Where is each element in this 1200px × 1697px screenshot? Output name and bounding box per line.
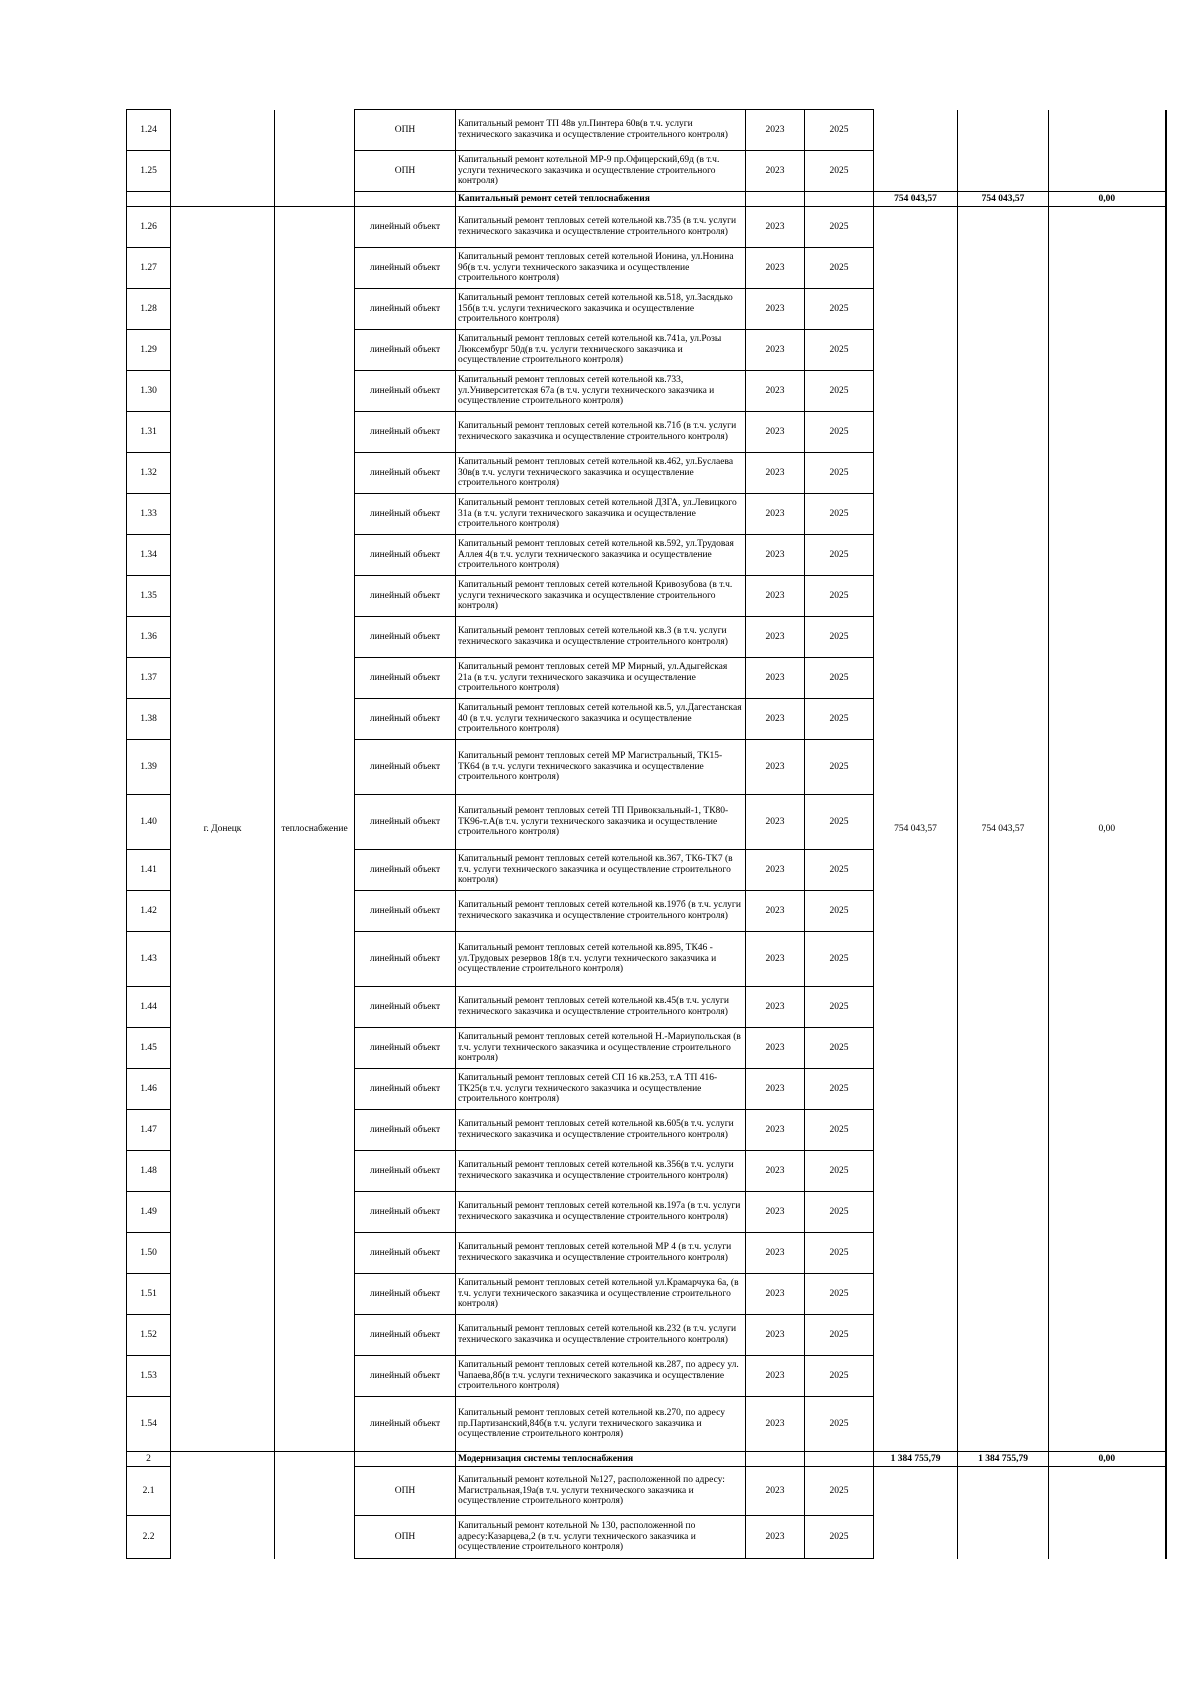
merged-amount-2: 754 043,57	[958, 207, 1049, 1452]
amount-cell-empty	[1049, 1467, 1166, 1516]
end-year-cell: 2025	[805, 371, 874, 412]
end-year-cell: 2025	[805, 207, 874, 248]
city-cell-empty	[171, 1452, 275, 1467]
object-type-cell: линейный объект	[355, 248, 456, 289]
row-number: 1.52	[127, 1315, 171, 1356]
end-year-cell: 2025	[805, 1151, 874, 1192]
amount-cell-empty	[958, 151, 1049, 192]
object-type-cell: линейный объект	[355, 1028, 456, 1069]
merged-amount-3: 0,00	[1049, 207, 1166, 1452]
row-number: 1.37	[127, 658, 171, 699]
row-number: 2.1	[127, 1467, 171, 1516]
amount-cell-empty	[874, 151, 958, 192]
object-type-cell: линейный объект	[355, 1356, 456, 1397]
object-type-cell: линейный объект	[355, 576, 456, 617]
end-year-cell: 2025	[805, 1356, 874, 1397]
row-number: 1.46	[127, 1069, 171, 1110]
object-name-cell: Капитальный ремонт тепловых сетей котельной кв.592, ул.Трудовая Аллея 4(в т.ч. услуги технического заказчика и осуществление строительного контроля)	[456, 535, 746, 576]
row-number: 1.40	[127, 795, 171, 850]
object-name-cell: Капитальный ремонт тепловых сетей СП 16 кв.253, т.А ТП 416-ТК25(в т.ч. услуги технического заказчика и осуществление строительного контроля)	[456, 1069, 746, 1110]
object-name-cell: Капитальный ремонт котельной № 130, расположенной по адресу:Казарцева,2 (в т.ч. услуги технического заказчика и осуществление строительного контроля)	[456, 1516, 746, 1559]
amount-cell-empty	[1049, 110, 1166, 151]
object-type-cell: линейный объект	[355, 1315, 456, 1356]
end-year-cell: 2025	[805, 740, 874, 795]
start-year-cell: 2023	[746, 151, 805, 192]
table-row	[127, 1467, 1166, 1516]
row-number: 1.39	[127, 740, 171, 795]
end-year-cell: 2025	[805, 658, 874, 699]
end-year-cell: 2025	[805, 850, 874, 891]
row-number: 1.26	[127, 207, 171, 248]
start-year-cell: 2023	[746, 932, 805, 987]
start-year-cell: 2023	[746, 494, 805, 535]
object-type-cell: линейный объект	[355, 1069, 456, 1110]
start-year-cell: 2023	[746, 740, 805, 795]
end-year-cell: 2025	[805, 1397, 874, 1452]
end-year-cell: 2025	[805, 535, 874, 576]
row-number: 1.27	[127, 248, 171, 289]
end-year-cell: 2025	[805, 1192, 874, 1233]
end-year-cell: 2025	[805, 151, 874, 192]
end-year-cell: 2025	[805, 110, 874, 151]
start-year-cell: 2023	[746, 617, 805, 658]
row-number: 1.50	[127, 1233, 171, 1274]
object-type-cell: линейный объект	[355, 987, 456, 1028]
object-name-cell: Капитальный ремонт тепловых сетей котельной кв.462, ул.Буслаева 30в(в т.ч. услуги технического заказчика и осуществление строительного контроля)	[456, 453, 746, 494]
row-number: 1.43	[127, 932, 171, 987]
row-number: 1.24	[127, 110, 171, 151]
object-type-cell: линейный объект	[355, 699, 456, 740]
amount-cell-empty	[958, 1516, 1049, 1559]
category-cell-empty	[275, 151, 355, 192]
object-type-cell: линейный объект	[355, 494, 456, 535]
object-type-cell	[355, 1452, 456, 1467]
start-year-cell: 2023	[746, 850, 805, 891]
end-year-cell: 2025	[805, 699, 874, 740]
object-name-cell: Капитальный ремонт тепловых сетей котельной кв.733, ул.Университетская 67а (в т.ч. услуги технического заказчика и осуществление строительного контроля)	[456, 371, 746, 412]
object-type-cell: линейный объект	[355, 891, 456, 932]
table-row	[127, 110, 1166, 151]
section-title: Модернизация системы теплоснабжения	[456, 1452, 746, 1467]
end-year-cell: 2025	[805, 289, 874, 330]
start-year-cell: 2023	[746, 1069, 805, 1110]
start-year-cell: 2023	[746, 289, 805, 330]
start-year-cell: 2023	[746, 207, 805, 248]
object-name-cell: Капитальный ремонт тепловых сетей котельной кв.45(в т.ч. услуги технического заказчика и осуществление строительного контроля)	[456, 987, 746, 1028]
row-number: 2.2	[127, 1516, 171, 1559]
section-total-3: 0,00	[1049, 192, 1166, 207]
object-type-cell: ОПН	[355, 110, 456, 151]
end-year-cell: 2025	[805, 1315, 874, 1356]
row-number: 1.25	[127, 151, 171, 192]
object-type-cell: линейный объект	[355, 1192, 456, 1233]
end-year-cell: 2025	[805, 494, 874, 535]
object-type-cell: линейный объект	[355, 535, 456, 576]
city-cell-empty	[171, 110, 275, 151]
row-number: 1.32	[127, 453, 171, 494]
object-type-cell	[355, 192, 456, 207]
row-number: 1.45	[127, 1028, 171, 1069]
table-row	[127, 207, 1166, 248]
object-type-cell: линейный объект	[355, 412, 456, 453]
object-name-cell: Капитальный ремонт тепловых сетей котельной кв.197а (в т.ч. услуги технического заказчика и осуществление строительного контроля)	[456, 1192, 746, 1233]
end-year-cell	[805, 1452, 874, 1467]
start-year-cell: 2023	[746, 891, 805, 932]
start-year-cell: 2023	[746, 110, 805, 151]
end-year-cell: 2025	[805, 1069, 874, 1110]
end-year-cell: 2025	[805, 932, 874, 987]
start-year-cell: 2023	[746, 1192, 805, 1233]
row-number: 1.33	[127, 494, 171, 535]
object-type-cell: линейный объект	[355, 932, 456, 987]
start-year-cell: 2023	[746, 1233, 805, 1274]
section-title: Капитальный ремонт сетей теплоснабжения	[456, 192, 746, 207]
row-number: 1.48	[127, 1151, 171, 1192]
object-name-cell: Капитальный ремонт тепловых сетей котельной кв.3 (в т.ч. услуги технического заказчика и осуществление строительного контроля)	[456, 617, 746, 658]
object-name-cell: Капитальный ремонт котельной №127, расположенной по адресу: Магистральная,19а(в т.ч. услуги технического заказчика и осуществление строительного контроля)	[456, 1467, 746, 1516]
object-type-cell: линейный объект	[355, 330, 456, 371]
object-name-cell: Капитальный ремонт тепловых сетей котельной кв.270, по адресу пр.Партизанский,84б(в т.ч. услуги технического заказчика и осуществление строительного контроля)	[456, 1397, 746, 1452]
end-year-cell: 2025	[805, 891, 874, 932]
object-type-cell: линейный объект	[355, 1397, 456, 1452]
row-number: 1.31	[127, 412, 171, 453]
end-year-cell: 2025	[805, 1028, 874, 1069]
object-type-cell: линейный объект	[355, 850, 456, 891]
object-type-cell: линейный объект	[355, 207, 456, 248]
row-number: 1.28	[127, 289, 171, 330]
amount-cell-empty	[874, 1467, 958, 1516]
start-year-cell: 2023	[746, 987, 805, 1028]
category-cell-empty	[275, 1516, 355, 1559]
start-year-cell: 2023	[746, 658, 805, 699]
category-cell-empty	[275, 110, 355, 151]
object-name-cell: Капитальный ремонт тепловых сетей котельной кв.518, ул.Засядько 15б(в т.ч. услуги технического заказчика и осуществление строительного контроля)	[456, 289, 746, 330]
start-year-cell: 2023	[746, 1274, 805, 1315]
category-cell-empty	[275, 1452, 355, 1467]
object-name-cell: Капитальный ремонт тепловых сетей котельной Ионина, ул.Нонина 9б(в т.ч. услуги технического заказчика и осуществление строительного контроля)	[456, 248, 746, 289]
end-year-cell: 2025	[805, 1467, 874, 1516]
city-cell-empty	[171, 1467, 275, 1516]
end-year-cell: 2025	[805, 576, 874, 617]
object-type-cell: линейный объект	[355, 453, 456, 494]
object-type-cell: ОПН	[355, 1467, 456, 1516]
object-name-cell: Капитальный ремонт тепловых сетей МР Магистральный, ТК15-ТК64 (в т.ч. услуги технического заказчика и осуществление строительного контроля)	[456, 740, 746, 795]
city-cell-empty	[171, 1516, 275, 1559]
row-number: 1.35	[127, 576, 171, 617]
row-number: 2	[127, 1452, 171, 1467]
end-year-cell: 2025	[805, 1233, 874, 1274]
section-total-2: 1 384 755,79	[958, 1452, 1049, 1467]
table-row	[127, 1516, 1166, 1559]
amount-cell-empty	[1049, 151, 1166, 192]
row-number: 1.38	[127, 699, 171, 740]
row-number: 1.51	[127, 1274, 171, 1315]
object-type-cell: ОПН	[355, 1516, 456, 1559]
end-year-cell: 2025	[805, 1274, 874, 1315]
object-type-cell: линейный объект	[355, 1110, 456, 1151]
amount-cell-empty	[874, 1516, 958, 1559]
object-name-cell: Капитальный ремонт тепловых сетей ТП Привокзальный-1, ТК80-ТК96-т.А(в т.ч. услуги технического заказчика и осуществление строительного контроля)	[456, 795, 746, 850]
object-name-cell: Капитальный ремонт тепловых сетей котельной кв.287, по адресу ул. Чапаева,8б(в т.ч. услуги технического заказчика и осуществление строительного контроля)	[456, 1356, 746, 1397]
end-year-cell	[805, 192, 874, 207]
end-year-cell: 2025	[805, 248, 874, 289]
section-row	[127, 1452, 1166, 1467]
end-year-cell: 2025	[805, 330, 874, 371]
object-name-cell: Капитальный ремонт тепловых сетей котельной кв.5, ул.Дагестанская 40 (в т.ч. услуги технического заказчика и осуществление строительного контроля)	[456, 699, 746, 740]
row-number: 1.34	[127, 535, 171, 576]
object-name-cell: Капитальный ремонт тепловых сетей котельной кв.605(в т.ч. услуги технического заказчика и осуществление строительного контроля)	[456, 1110, 746, 1151]
start-year-cell: 2023	[746, 1151, 805, 1192]
object-name-cell: Капитальный ремонт тепловых сетей котельной кв.367, ТК6-ТК7 (в т.ч. услуги технического заказчика и осуществление строительного контроля)	[456, 850, 746, 891]
object-type-cell: линейный объект	[355, 617, 456, 658]
start-year-cell: 2023	[746, 1315, 805, 1356]
object-type-cell: линейный объект	[355, 371, 456, 412]
object-type-cell: линейный объект	[355, 658, 456, 699]
object-name-cell: Капитальный ремонт ТП 48в ул.Пинтера 60в(в т.ч. услуги технического заказчика и осуществление строительного контроля)	[456, 110, 746, 151]
start-year-cell: 2023	[746, 1516, 805, 1559]
object-name-cell: Капитальный ремонт тепловых сетей котельной ДЗГА, ул.Левицкого 31а (в т.ч. услуги технического заказчика и осуществление строительного контроля)	[456, 494, 746, 535]
row-number: 1.29	[127, 330, 171, 371]
document-table	[126, 109, 1167, 1559]
section-total-2: 754 043,57	[958, 192, 1049, 207]
start-year-cell: 2023	[746, 371, 805, 412]
end-year-cell: 2025	[805, 987, 874, 1028]
start-year-cell: 2023	[746, 330, 805, 371]
row-number: 1.36	[127, 617, 171, 658]
amount-cell-empty	[958, 110, 1049, 151]
section-total-1: 1 384 755,79	[874, 1452, 958, 1467]
category-cell: теплоснабжение	[275, 207, 355, 1452]
end-year-cell: 2025	[805, 412, 874, 453]
start-year-cell: 2023	[746, 248, 805, 289]
end-year-cell: 2025	[805, 617, 874, 658]
amount-cell-empty	[1049, 1516, 1166, 1559]
amount-cell-empty	[874, 110, 958, 151]
object-type-cell: линейный объект	[355, 1233, 456, 1274]
row-number: 1.30	[127, 371, 171, 412]
start-year-cell	[746, 1452, 805, 1467]
start-year-cell: 2023	[746, 699, 805, 740]
start-year-cell: 2023	[746, 1110, 805, 1151]
object-type-cell: ОПН	[355, 151, 456, 192]
start-year-cell: 2023	[746, 576, 805, 617]
start-year-cell: 2023	[746, 1467, 805, 1516]
merged-amount-1: 754 043,57	[874, 207, 958, 1452]
object-name-cell: Капитальный ремонт тепловых сетей котельной кв.71б (в т.ч. услуги технического заказчика и осуществление строительного контроля)	[456, 412, 746, 453]
row-number: 1.54	[127, 1397, 171, 1452]
object-name-cell: Капитальный ремонт тепловых сетей котельной кв.232 (в т.ч. услуги технического заказчика и осуществление строительного контроля)	[456, 1315, 746, 1356]
object-name-cell: Капитальный ремонт тепловых сетей котельной Н.-Мариупольская (в т.ч. услуги технического заказчика и осуществление строительного контроля)	[456, 1028, 746, 1069]
start-year-cell: 2023	[746, 1356, 805, 1397]
start-year-cell: 2023	[746, 1028, 805, 1069]
amount-cell-empty	[958, 1467, 1049, 1516]
row-number: 1.53	[127, 1356, 171, 1397]
object-type-cell: линейный объект	[355, 740, 456, 795]
section-row	[127, 192, 1166, 207]
city-cell: г. Донецк	[171, 207, 275, 1452]
row-number: 1.49	[127, 1192, 171, 1233]
object-name-cell: Капитальный ремонт тепловых сетей котельной кв.197б (в т.ч. услуги технического заказчика и осуществление строительного контроля)	[456, 891, 746, 932]
end-year-cell: 2025	[805, 1516, 874, 1559]
start-year-cell	[746, 192, 805, 207]
row-number: 1.42	[127, 891, 171, 932]
object-name-cell: Капитальный ремонт тепловых сетей котельной кв.895, ТК46 - ул.Трудовых резервов 18(в т.ч. услуги технического заказчика и осуществление строительного контроля)	[456, 932, 746, 987]
city-cell-empty	[171, 151, 275, 192]
object-name-cell: Капитальный ремонт тепловых сетей котельной ул.Крамарчука 6а, (в т.ч. услуги технического заказчика и осуществление строительного контроля)	[456, 1274, 746, 1315]
section-total-1: 754 043,57	[874, 192, 958, 207]
category-cell-empty	[275, 192, 355, 207]
end-year-cell: 2025	[805, 1110, 874, 1151]
end-year-cell: 2025	[805, 453, 874, 494]
end-year-cell: 2025	[805, 795, 874, 850]
table-body	[127, 110, 1166, 1559]
object-type-cell: линейный объект	[355, 1151, 456, 1192]
row-number: 1.41	[127, 850, 171, 891]
object-name-cell: Капитальный ремонт котельной МР-9 пр.Офицерский,69д (в т.ч. услуги технического заказчика и осуществление строительного контроля)	[456, 151, 746, 192]
start-year-cell: 2023	[746, 453, 805, 494]
section-total-3: 0,00	[1049, 1452, 1166, 1467]
start-year-cell: 2023	[746, 535, 805, 576]
object-name-cell: Капитальный ремонт тепловых сетей котельной кв.735 (в т.ч. услуги технического заказчика и осуществление строительного контроля)	[456, 207, 746, 248]
object-type-cell: линейный объект	[355, 795, 456, 850]
object-name-cell: Капитальный ремонт тепловых сетей котельной МР 4 (в т.ч. услуги технического заказчика и осуществление строительного контроля)	[456, 1233, 746, 1274]
object-type-cell: линейный объект	[355, 289, 456, 330]
row-number	[127, 192, 171, 207]
start-year-cell: 2023	[746, 795, 805, 850]
object-name-cell: Капитальный ремонт тепловых сетей котельной кв.356(в т.ч. услуги технического заказчика и осуществление строительного контроля)	[456, 1151, 746, 1192]
object-name-cell: Капитальный ремонт тепловых сетей МР Мирный, ул.Адыгейская 21а (в т.ч. услуги технического заказчика и осуществление строительного контроля)	[456, 658, 746, 699]
object-type-cell: линейный объект	[355, 1274, 456, 1315]
object-name-cell: Капитальный ремонт тепловых сетей котельной Кривозубова (в т.ч. услуги технического заказчика и осуществление строительного контроля)	[456, 576, 746, 617]
row-number: 1.47	[127, 1110, 171, 1151]
city-cell-empty	[171, 192, 275, 207]
object-name-cell: Капитальный ремонт тепловых сетей котельной кв.741а, ул.Розы Люксембург 50д(в т.ч. услуги технического заказчика и осуществление строительного контроля)	[456, 330, 746, 371]
category-cell-empty	[275, 1467, 355, 1516]
start-year-cell: 2023	[746, 412, 805, 453]
start-year-cell: 2023	[746, 1397, 805, 1452]
table-row	[127, 151, 1166, 192]
row-number: 1.44	[127, 987, 171, 1028]
